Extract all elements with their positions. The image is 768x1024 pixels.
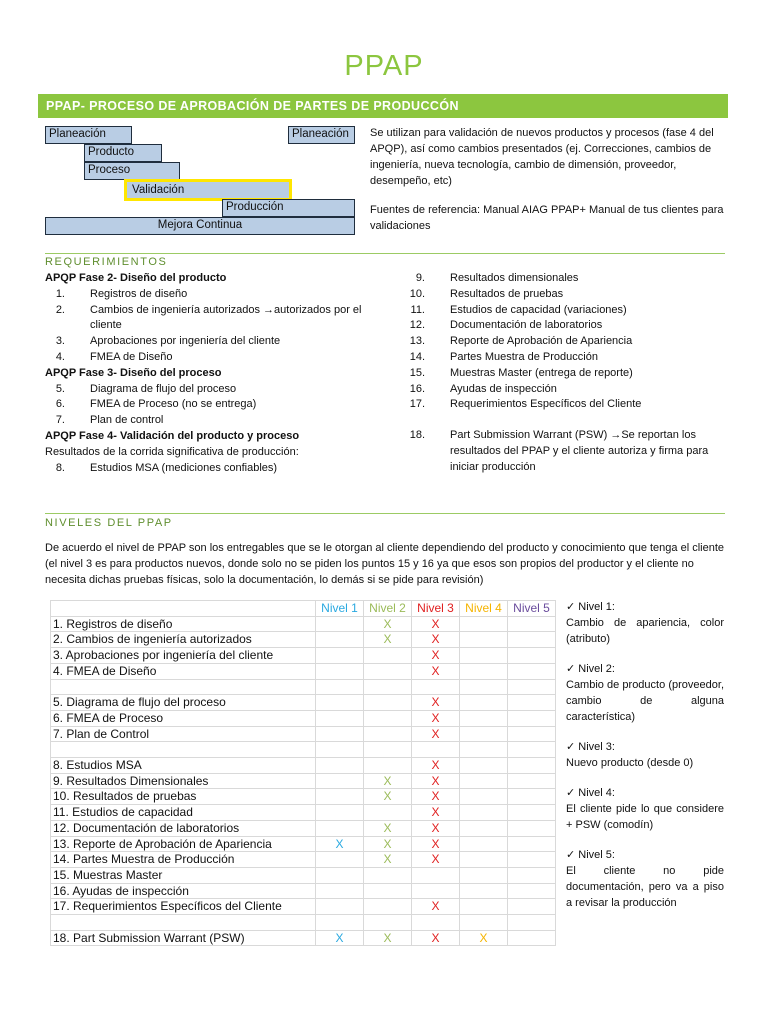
gantt-planeacion-left: Planeación: [45, 126, 132, 144]
level-mark: [508, 883, 556, 899]
level-mark: [460, 663, 508, 679]
row-label: 10. Resultados de pruebas: [51, 789, 316, 805]
list-item-text: Diagrama de flujo del proceso: [90, 382, 237, 395]
level-mark: [364, 899, 412, 915]
level-mark: [460, 836, 508, 852]
level-mark: [364, 805, 412, 821]
level-mark: [316, 773, 364, 789]
level-mark: [364, 695, 412, 711]
table-row: [51, 820, 556, 836]
level-mark: [364, 883, 412, 899]
list-item: [45, 413, 365, 429]
list-item: [405, 366, 725, 382]
level-mark: X: [364, 852, 412, 868]
reference-sources: Fuentes de referencia: Manual AIAG PPAP+ Manual de tus clientes para validaciones: [370, 204, 724, 232]
nivel-note-body: El cliente no pide documentación, pero va a piso a revisar la producción: [566, 865, 724, 909]
column-header-nivel-3: Nivel 3: [412, 601, 460, 617]
list-item-text: FMEA de Diseño: [90, 350, 173, 363]
level-mark: [460, 867, 508, 883]
level-mark: [508, 867, 556, 883]
level-mark: X: [412, 695, 460, 711]
list-item-text: Documentación de laboratorios: [450, 319, 603, 332]
list-item-text: Estudios de capacidad (variaciones): [450, 303, 627, 316]
row-label: 4. FMEA de Diseño: [51, 663, 316, 679]
level-mark: [412, 915, 460, 931]
list-item-number: 14.: [409, 350, 425, 363]
level-mark: [460, 820, 508, 836]
list-item: [45, 303, 365, 335]
requerimientos-right-column: [405, 271, 725, 476]
level-mark: [460, 695, 508, 711]
level-mark: X: [412, 616, 460, 632]
nivel-note-heading: ✓ Nivel 4:: [566, 787, 615, 799]
level-mark: X: [412, 758, 460, 774]
level-mark: X: [364, 632, 412, 648]
list-item-number: 3.: [55, 335, 65, 348]
list-item-text: Registros de diseño: [90, 287, 188, 300]
table-row: [51, 867, 556, 883]
level-mark: [316, 616, 364, 632]
level-mark: [460, 899, 508, 915]
list-item-number: 5.: [55, 382, 65, 395]
level-mark: [316, 867, 364, 883]
fase3-heading: APQP Fase 3- Diseño del proceso: [45, 366, 222, 379]
table-row: [51, 742, 556, 758]
table-row: [51, 789, 556, 805]
list-item: [45, 397, 365, 413]
level-mark: [316, 805, 364, 821]
level-mark: [364, 648, 412, 664]
row-label: 11. Estudios de capacidad: [51, 805, 316, 821]
list-item-text: Muestras Master (entrega de reporte): [450, 366, 633, 379]
level-mark: [316, 758, 364, 774]
level-mark: [316, 789, 364, 805]
level-mark: X: [412, 632, 460, 648]
level-mark: [460, 852, 508, 868]
level-mark: [316, 663, 364, 679]
list-item-text: Part Submission Warrant (PSW) →Se reportan los resultados del PPAP y el cliente autoriza y firma para iniciar producción: [450, 429, 709, 473]
list-item: [45, 350, 365, 366]
level-mark: [316, 899, 364, 915]
level-mark: X: [412, 930, 460, 946]
list-item-text: Ayudas de inspección: [450, 382, 557, 395]
list-item-number: 6.: [55, 398, 65, 411]
level-mark: [364, 758, 412, 774]
table-row: [51, 758, 556, 774]
table-row: [51, 632, 556, 648]
level-mark: [412, 742, 460, 758]
fase4-heading: APQP Fase 4- Validación del producto y proceso: [45, 429, 300, 442]
table-row: [51, 805, 556, 821]
level-mark: X: [412, 726, 460, 742]
list-item-text: Requerimientos Específicos del Cliente: [450, 398, 642, 411]
row-label: 12. Documentación de laboratorios: [51, 820, 316, 836]
level-mark: [460, 789, 508, 805]
level-mark: X: [364, 930, 412, 946]
list-item-number: 10.: [409, 287, 425, 300]
nivel-note-body: Cambio de producto (proveedor, cambio de alguna característica): [566, 679, 724, 723]
nivel-note: [566, 661, 724, 725]
level-mark: [508, 820, 556, 836]
level-mark: [460, 915, 508, 931]
level-mark: X: [364, 820, 412, 836]
level-mark: X: [412, 899, 460, 915]
table-row: [51, 616, 556, 632]
level-mark: [508, 695, 556, 711]
table-row: [51, 663, 556, 679]
level-mark: X: [412, 710, 460, 726]
row-label: 14. Partes Muestra de Producción: [51, 852, 316, 868]
level-mark: [412, 883, 460, 899]
list-item: [405, 271, 725, 287]
table-row: [51, 915, 556, 931]
table-row: [51, 899, 556, 915]
list-item: [405, 350, 725, 366]
divider: [45, 513, 725, 514]
fase4-subtitle: Resultados de la corrida significativa de producción:: [45, 445, 299, 458]
niveles-description: De acuerdo el nivel de PPAP son los entregables que se le otorgan al cliente dependiendo del producto y conocimiento que tenga el cliente (el nivel 3 es para productos nuevos, donde solo no se piden los puntos 15 y 16 ya que esos son propios del productor y el cliente no necesita dichas pruebas físicas, solo la documentación, lo demás si se pide para revisión): [45, 542, 724, 586]
level-mark: [508, 773, 556, 789]
table-row: [51, 883, 556, 899]
level-mark: [508, 710, 556, 726]
level-mark: [460, 648, 508, 664]
requerimientos-heading: REQUERIMIENTOS: [45, 256, 168, 268]
list-item: [45, 461, 365, 477]
level-mark: X: [412, 820, 460, 836]
level-mark: [316, 852, 364, 868]
level-mark: [460, 726, 508, 742]
level-mark: X: [460, 930, 508, 946]
divider: [45, 253, 725, 254]
level-mark: [316, 820, 364, 836]
list-item-text: Partes Muestra de Producción: [450, 350, 598, 363]
level-mark: [508, 679, 556, 695]
row-label: 8. Estudios MSA: [51, 758, 316, 774]
nivel-note-heading: ✓ Nivel 5:: [566, 849, 615, 861]
level-mark: [508, 930, 556, 946]
level-mark: [316, 695, 364, 711]
list-item-number: 11.: [410, 303, 425, 316]
level-mark: [364, 710, 412, 726]
list-item-number: 2.: [55, 303, 65, 316]
row-label: [51, 679, 316, 695]
level-mark: X: [412, 663, 460, 679]
level-mark: [508, 915, 556, 931]
gantt-validacion-highlight: Validación: [124, 179, 292, 201]
nivel-note: [566, 847, 724, 911]
level-mark: [460, 883, 508, 899]
table-row: [51, 679, 556, 695]
level-mark: X: [412, 773, 460, 789]
column-header-nivel-5: Nivel 5: [508, 601, 556, 617]
level-mark: [316, 915, 364, 931]
list-item: [405, 397, 725, 413]
level-mark: [460, 710, 508, 726]
level-mark: X: [412, 852, 460, 868]
niveles-heading: NIVELES DEL PPAP: [45, 517, 173, 529]
fase2-heading: APQP Fase 2- Diseño del producto: [45, 272, 227, 284]
level-mark: X: [412, 789, 460, 805]
list-item-number: 16.: [409, 382, 425, 395]
intro-description: Se utilizan para validación de nuevos productos y procesos (fase 4 del APQP), así como cambios presentados (ej. Correcciones, cambios de ingeniería, nueva tecnología, cambio de dimensión, proveedor, desempeño, etc): [370, 127, 714, 187]
nivel-note-heading: ✓ Nivel 2:: [566, 663, 615, 675]
column-header-nivel-1: Nivel 1: [316, 601, 364, 617]
level-mark: [508, 663, 556, 679]
nivel-note-heading: ✓ Nivel 3:: [566, 741, 615, 753]
list-item-text: Aprobaciones por ingeniería del cliente: [90, 335, 281, 348]
nivel-note: [566, 785, 724, 833]
level-mark: [508, 742, 556, 758]
list-item-text: Reporte de Aprobación de Apariencia: [450, 335, 633, 348]
list-item-text: Estudios MSA (mediciones confiables): [90, 461, 278, 474]
level-mark: [316, 710, 364, 726]
level-mark: [508, 648, 556, 664]
section-banner: PPAP- PROCESO DE APROBACIÓN DE PARTES DE PRODUCCÓN: [38, 94, 728, 118]
column-header-nivel-4: Nivel 4: [460, 601, 508, 617]
level-mark: [460, 758, 508, 774]
row-label: 17. Requerimientos Específicos del Cliente: [51, 899, 316, 915]
level-mark: [412, 867, 460, 883]
level-mark: X: [364, 773, 412, 789]
nivel-note: [566, 739, 724, 771]
table-row: [51, 710, 556, 726]
row-label: 9. Resultados Dimensionales: [51, 773, 316, 789]
niveles-table: [50, 600, 556, 946]
table-row: [51, 773, 556, 789]
row-label: 6. FMEA de Proceso: [51, 710, 316, 726]
level-mark: [508, 836, 556, 852]
row-label: 16. Ayudas de inspección: [51, 883, 316, 899]
list-item: [45, 382, 365, 398]
row-label: 5. Diagrama de flujo del proceso: [51, 695, 316, 711]
level-mark: [364, 726, 412, 742]
level-mark: X: [364, 836, 412, 852]
list-item: [405, 382, 725, 398]
list-item-number: 7.: [55, 414, 65, 427]
list-item-text: Resultados de pruebas: [450, 287, 564, 300]
level-mark: [460, 679, 508, 695]
niveles-notes: [566, 599, 724, 925]
level-mark: [364, 867, 412, 883]
list-item-number: 1.: [55, 287, 65, 300]
list-item: [405, 318, 725, 334]
level-mark: [316, 679, 364, 695]
level-mark: [364, 742, 412, 758]
table-row: [51, 852, 556, 868]
level-mark: [316, 648, 364, 664]
level-mark: [508, 852, 556, 868]
level-mark: X: [316, 930, 364, 946]
row-label: 13. Reporte de Aprobación de Apariencia: [51, 836, 316, 852]
level-mark: [508, 789, 556, 805]
row-label: 1. Registros de diseño: [51, 616, 316, 632]
list-item: [45, 287, 365, 303]
level-mark: [316, 632, 364, 648]
list-item: [405, 287, 725, 303]
row-label: [51, 742, 316, 758]
level-mark: [460, 632, 508, 648]
table-row: [51, 836, 556, 852]
level-mark: [316, 742, 364, 758]
level-mark: [508, 632, 556, 648]
table-row: [51, 930, 556, 946]
gantt-mejora-continua: Mejora Continua: [45, 217, 355, 235]
list-item-number: 9.: [415, 272, 425, 284]
level-mark: X: [412, 836, 460, 852]
level-mark: [508, 726, 556, 742]
list-item: [405, 303, 725, 319]
level-mark: X: [412, 805, 460, 821]
list-item-text: Plan de control: [90, 414, 164, 427]
level-mark: [364, 679, 412, 695]
nivel-note-body: Nuevo producto (desde 0): [566, 757, 694, 769]
level-mark: [316, 883, 364, 899]
page-title: PPAP: [344, 50, 424, 82]
table-row: [51, 695, 556, 711]
table-row: [51, 648, 556, 664]
level-mark: [508, 758, 556, 774]
level-mark: [460, 805, 508, 821]
list-item-number: 8.: [55, 461, 65, 474]
list-item-text: Cambios de ingeniería autorizados →autorizados por el cliente: [90, 303, 362, 332]
level-mark: [508, 805, 556, 821]
level-mark: [508, 616, 556, 632]
list-item-text: FMEA de Proceso (no se entrega): [90, 398, 257, 411]
list-item: [405, 334, 725, 350]
level-mark: [460, 773, 508, 789]
row-label: [51, 915, 316, 931]
row-label: 18. Part Submission Warrant (PSW): [51, 930, 316, 946]
row-label: 7. Plan de Control: [51, 726, 316, 742]
row-label: 15. Muestras Master: [51, 867, 316, 883]
gantt-producto: Producto: [84, 144, 162, 162]
level-mark: X: [316, 836, 364, 852]
row-label: 3. Aprobaciones por ingeniería del cliente: [51, 648, 316, 664]
table-header-blank: [51, 601, 316, 617]
nivel-note-heading: ✓ Nivel 1:: [566, 601, 615, 613]
level-mark: [508, 899, 556, 915]
list-item-text: Resultados dimensionales: [450, 272, 579, 284]
list-item-number: 12.: [409, 319, 425, 332]
level-mark: X: [364, 789, 412, 805]
list-item-number: 15.: [409, 366, 425, 379]
list-item-number: 13.: [409, 335, 425, 348]
level-mark: [412, 679, 460, 695]
level-mark: [460, 742, 508, 758]
level-mark: X: [364, 616, 412, 632]
row-label: 2. Cambios de ingeniería autorizados: [51, 632, 316, 648]
list-item: [405, 428, 725, 475]
list-item: [45, 334, 365, 350]
column-header-nivel-2: Nivel 2: [364, 601, 412, 617]
level-mark: [364, 663, 412, 679]
level-mark: [316, 726, 364, 742]
nivel-note-body: El cliente pide lo que considere + PSW (comodín): [566, 803, 724, 831]
nivel-note-body: Cambio de apariencia, color (atributo): [566, 617, 724, 645]
table-row: [51, 726, 556, 742]
list-item-number: 4.: [55, 350, 65, 363]
level-mark: X: [412, 648, 460, 664]
nivel-note: [566, 599, 724, 647]
requerimientos-left-column: [45, 271, 365, 476]
gantt-produccion: Producción: [222, 199, 355, 217]
list-item-number: 17.: [409, 398, 425, 411]
gantt-proceso: Proceso: [84, 162, 180, 180]
list-item-number: 18.: [409, 429, 425, 442]
level-mark: [364, 915, 412, 931]
gantt-planeacion-right: Planeación: [288, 126, 355, 144]
level-mark: [460, 616, 508, 632]
